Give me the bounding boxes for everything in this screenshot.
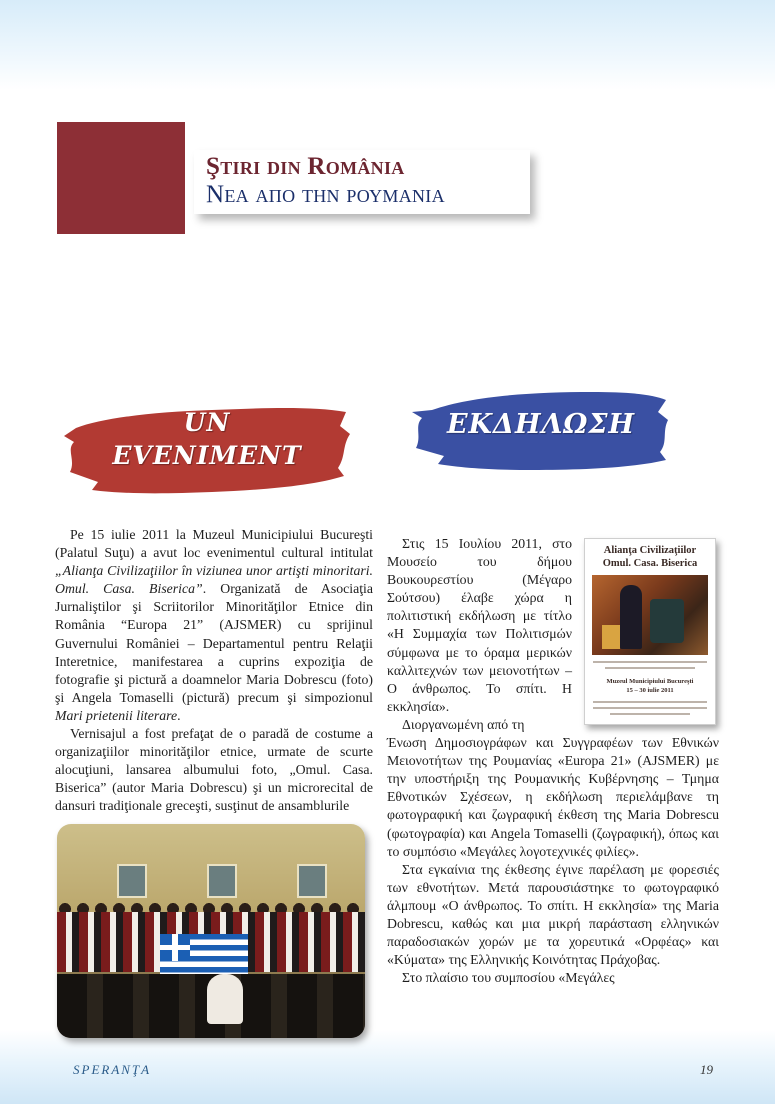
banner-ro	[62, 398, 352, 498]
poster-small-print	[593, 701, 707, 703]
banner-ro-line2: EVENIMENT	[112, 441, 302, 470]
article-gr-paragraph-2: Ένωση Δημοσιογράφων και Συγγραφέων των Εθνικών Μειονοτήτων της Ρουμανίας «Europa 21» (AJSMER) με την υποστήριξη της Ρουμανικής Κυβέρνησης – Τμημα Εθνοτικών Σχέσεων, η εκδήλωση περιελάμβανε τη φωτογραφική και ζωγραφική έκθεση της Maria Dobrescu (φωτογραφία) και Angela Tomaselli (ζωγραφική), όπως και το συμπόσιο «Μεγάλες λογοτεχνικές φιλίες».	[387, 735, 719, 859]
article-gr-paragraph-2-start: Διοργανωμένη από τη	[402, 716, 525, 732]
poster-artwork	[592, 575, 708, 655]
banner-ro-line1: UN	[183, 408, 231, 437]
poster-small-print	[593, 707, 707, 709]
banner-gr	[412, 386, 670, 472]
poster-venue	[585, 677, 715, 695]
top-gradient-band	[0, 0, 775, 90]
article-ro-paragraph-1	[55, 526, 373, 725]
article-gr-paragraph-4: Στο πλαίσιο του συμποσίου «Μεγάλες	[402, 970, 615, 986]
exhibition-poster	[584, 538, 716, 725]
poster-small-print	[605, 667, 695, 669]
article-ro-p1-text-3: .	[177, 707, 181, 723]
poster-figure	[620, 585, 642, 649]
article-ro	[55, 526, 373, 816]
article-ro-p1-italic: „Alianţa Civilizaţiilor în viziunea unor artişti minoritari. Omul. Casa. Biserica”	[55, 563, 373, 597]
section-title-box	[194, 150, 530, 214]
footer-page-number: 19	[700, 1062, 713, 1077]
article-gr-paragraph-1: Στις 15 Ιουλίου 2011, στο Μουσείο του δήμου Βουκουρεστίου (Μέγαρο Σούτσου) έλαβε χώρα η πολιτιστική εκδήλωση με τίτλο «Η Συμμαχία των Πολιτισμών σύμφωνα με το όραμα μερικών καλλιτεχνών των μειονοτήτων – Ο άνθρωπος. Το σπίτι. Η εκκλησία».	[387, 536, 572, 714]
poster-small-print	[593, 661, 707, 663]
article-ro-paragraph-2: Vernisajul a fost prefaţat de o paradă de costume a organizaţiilor minorităţilor etnice, urmate de scurte alocuţiuni, lansarea albumului foto, „Omul. Casa. Biserica” (autor Maria Dobrescu) şi un microrecital de dansuri tradiţionale greceşti, susţinut de ansamblurile	[55, 726, 373, 814]
poster-figure	[602, 625, 620, 649]
photo-wall-painting	[297, 864, 327, 898]
photo-flag-cross	[160, 945, 190, 950]
poster-title-line-2: Omul. Casa. Biserica	[602, 558, 698, 569]
article-ro-p1-text: Pe 15 iulie 2011 la Muzeul Municipiului Bucureşti (Palatul Suţu) a avut loc evenimentul cultural intitulat	[55, 527, 373, 561]
footer-magazine-name: SPERANŢA	[73, 1062, 152, 1077]
article-ro-p1-italic-2: Mari prietenii literare	[55, 707, 178, 723]
article-gr-paragraph-3: Στα εγκαίνια της έκθεσης έγινε παρέλαση με φορεσιές των εθνοτήτων. Μετά παρουσιάστηκε το φωτογραφικό άλμπουμ «Ο άνθρωπος. Το σπίτι. Η εκκλησία» της Maria Dobrescu, καθώς και μια μικρή παράσταση ελληνικών παραδοσιακών χορών με τα χορευτικά «Ορφέας» και «Κύματα» της Ελληνικής Κοινότητας Πράχοβας.	[387, 861, 719, 968]
poster-title-line-1: Alianţa Civilizaţiilor	[603, 545, 697, 556]
poster-venue-line-2: 15 – 30 iulie 2011	[626, 687, 674, 694]
section-color-block	[57, 122, 185, 234]
section-title-gr: Νεα απο την ρουμανια	[206, 181, 445, 208]
section-title-ro: Ştiri din România	[206, 153, 405, 180]
photo-wall-painting	[117, 864, 147, 898]
event-photo	[57, 824, 365, 1038]
photo-white-dress	[207, 974, 243, 1024]
poster-title	[585, 544, 715, 570]
banner-gr-label: ΕΚΔΗΛΩΣΗ	[446, 409, 636, 440]
photo-wall-painting	[207, 864, 237, 898]
poster-small-print	[610, 713, 690, 715]
poster-figure	[650, 599, 684, 643]
banner-ro-label	[62, 406, 352, 472]
article-ro-p1-text-2: . Organizată de Asociaţia Jurnaliştilor şi Scriitorilor Minorităţilor Etnice din România “Europa 21” (AJSMER) cu sprijinul Guvernului României – Departamentul pentru Relaţii Interetnice, manifestarea a cuprins expoziţia de fotografie şi pictură a doamnelor Maria Dobrescu (foto) şi Angela Tomaselli (pictură) precum şi simpozionul	[55, 581, 373, 705]
poster-venue-line-1: Muzeul Municipiului Bucureşti	[606, 678, 694, 685]
